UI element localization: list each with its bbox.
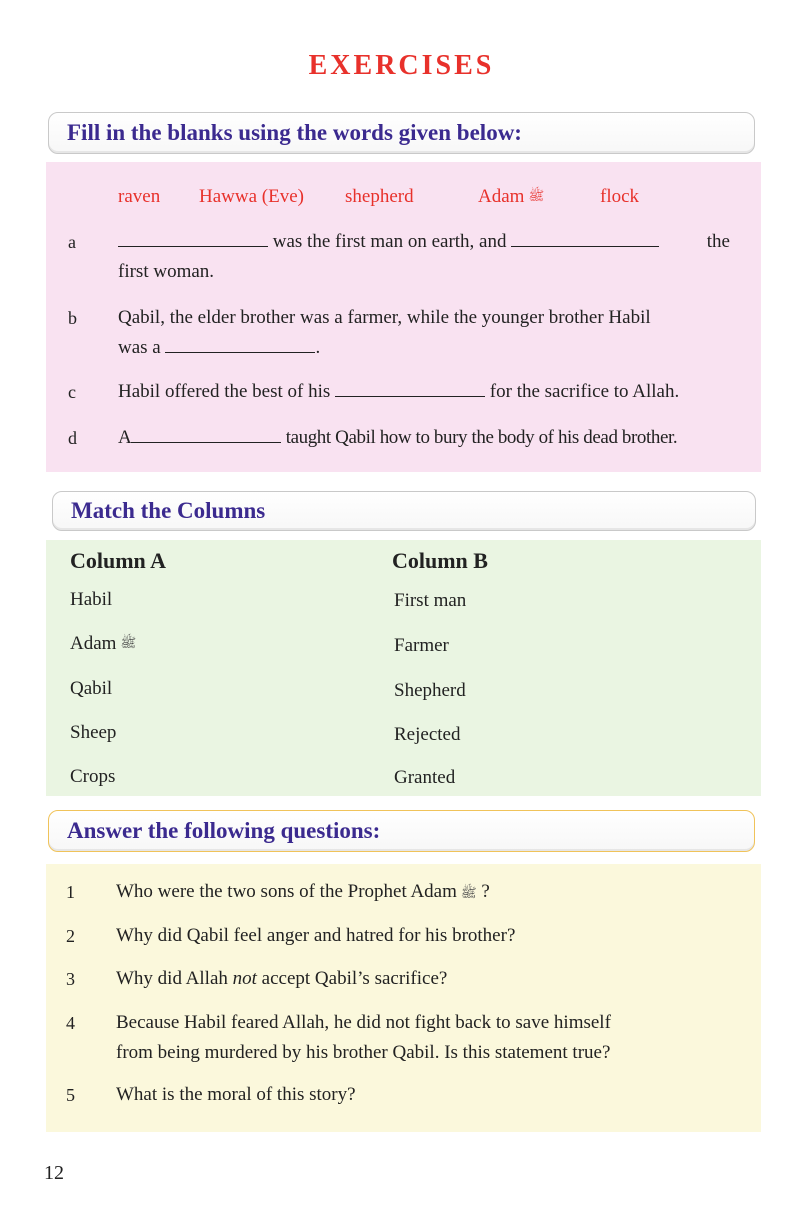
honorific-icon: ﷺ [460,884,477,900]
question-b-text1: Qabil, the elder brother was a farmer, while the younger brother Habil [118,307,651,328]
question-a-text2: the [706,231,730,252]
honorific-icon: ﷺ [528,188,545,204]
question-a [118,227,730,287]
question-c-text1: Habil offered the best of his [118,381,331,402]
column-a-item [70,633,136,655]
page-number: 12 [44,1162,64,1184]
blank-field[interactable] [131,426,281,443]
word-hawwa: Hawwa (Eve) [199,186,304,207]
honorific-icon: ﷺ [120,635,137,651]
column-a-item: Sheep [70,722,117,743]
question-c [118,377,730,407]
question-letter-c: c [68,382,76,402]
blank-field[interactable] [511,230,659,247]
word-raven: raven [118,186,161,207]
column-b-item: Granted [394,767,456,788]
blank-field[interactable] [335,380,485,397]
word-flock: flock [600,186,640,207]
blank-field[interactable] [118,230,268,247]
question-number: 4 [66,1013,75,1033]
column-a-item: Habil [70,589,113,610]
answer-question-4-line1: Because Habil feared Allah, he did not fight back to save himself [116,1012,611,1033]
question-d-text1: A [118,427,132,448]
question-number: 5 [66,1085,75,1105]
column-a-item-label: Adam [70,633,117,654]
question-a-text3: first woman. [118,261,215,282]
question-b-text2: was a [118,337,161,358]
column-b-item: Rejected [394,724,461,745]
answer-question-1-suffix: ? [481,881,490,902]
answer-question-5: What is the moral of this story? [116,1084,356,1105]
question-c-text2: for the sacrifice to Allah. [489,381,680,402]
fill-blanks-heading: Fill in the blanks using the words given below: [48,112,755,154]
answer-question-3-pre: Why did Allah [116,968,228,989]
match-columns-heading: Match the Columns [52,491,756,531]
question-number: 2 [66,926,75,946]
question-number: 1 [66,882,75,902]
answer-question-1 [116,877,726,908]
question-letter-d: d [68,428,77,448]
answer-question-4 [116,1008,726,1068]
column-b-item: Farmer [394,635,449,656]
question-a-text1: was the first man on earth, and [272,231,507,252]
blank-field[interactable] [165,336,315,353]
word-shepherd: shepherd [345,186,414,207]
column-b-item: First man [394,590,467,611]
word-adam-label: Adam [478,186,525,207]
match-columns-panel [46,540,761,796]
word-adam [478,186,544,208]
answer-question-3-post: accept Qabil’s sacrifice? [261,968,448,989]
question-d-text2: taught Qabil how to bury the body of his dead brother. [285,427,678,448]
question-d [118,423,730,453]
answer-questions-heading: Answer the following questions: [48,810,755,852]
answer-question-3 [116,964,726,994]
column-b-item: Shepherd [394,680,466,701]
answer-question-1-text: Who were the two sons of the Prophet Adam [116,881,457,902]
column-a-item: Qabil [70,678,113,699]
question-letter-a: a [68,232,76,252]
answer-question-4-line2: from being murdered by his brother Qabil. Is this statement true? [116,1042,611,1063]
page-title: EXERCISES [308,50,495,81]
column-a-header: Column A [70,548,166,573]
question-letter-b: b [68,308,77,328]
question-b-text3: . [315,337,321,358]
question-number: 3 [66,969,75,989]
answer-question-3-emphasis: not [232,968,257,989]
answer-question-2: Why did Qabil feel anger and hatred for his brother? [116,925,516,946]
column-a-item: Crops [70,766,116,787]
column-b-header: Column B [392,548,488,573]
question-b [118,303,730,363]
